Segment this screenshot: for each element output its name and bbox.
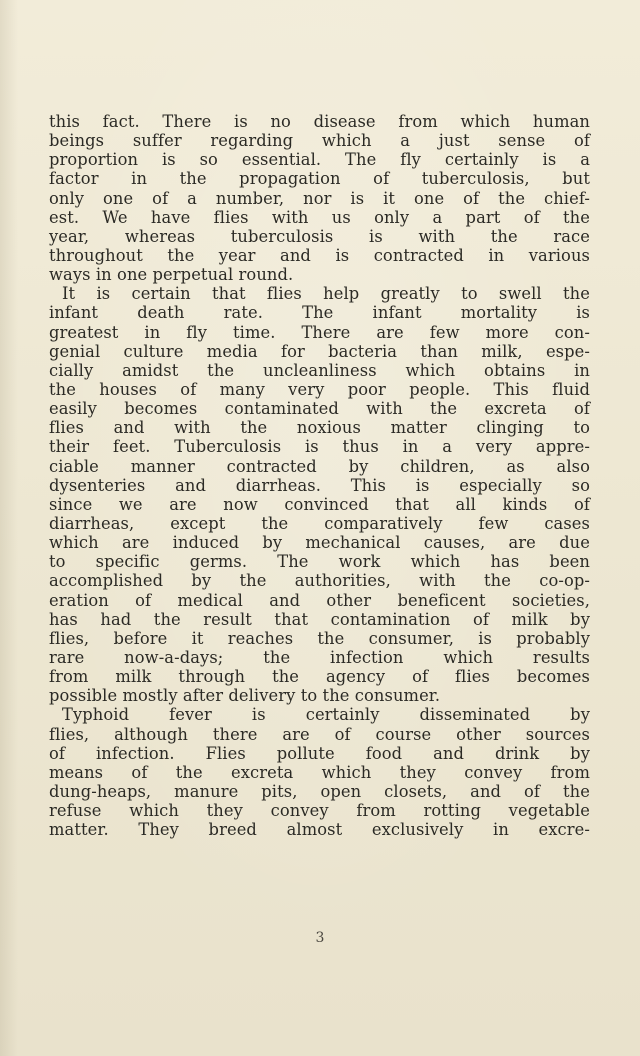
text-line: beings suffer regarding which a just sense of: [49, 131, 590, 151]
text-line: It is certain that flies help greatly to swell the: [62, 284, 590, 304]
text-line: easily becomes contaminated with the excreta of: [49, 399, 590, 419]
text-line: infant death rate. The infant mortality is: [49, 303, 590, 323]
page-number: 3: [315, 930, 325, 946]
text-line: dysenteries and diarrheas. This is especially so: [49, 475, 590, 495]
text-line: Typhoid fever is certainly disseminated by: [62, 705, 590, 725]
text-line: only one of a number, nor is it one of the chief-: [49, 188, 590, 208]
body-text: [49, 112, 590, 839]
text-line: diarrheas, except the comparatively few cases: [49, 513, 590, 533]
text-line: throughout the year and is contracted in various: [49, 245, 590, 265]
text-line: cially amidst the uncleanliness which obtains in: [49, 360, 590, 380]
text-line: eration of medical and other beneficent societies,: [49, 590, 590, 610]
text-line: accomplished by the authorities, with the co-op-: [49, 571, 590, 591]
text-line: genial culture media for bacteria than milk, espe-: [49, 341, 590, 361]
text-line: rare now-a-days; the infection which results: [49, 647, 590, 667]
text-line: greatest in fly time. There are few more con-: [49, 322, 590, 342]
text-line: est. We have flies with us only a part of the: [49, 207, 590, 227]
text-line: of infection. Flies pollute food and drink by: [49, 743, 590, 763]
text-line: flies and with the noxious matter clinging to: [49, 418, 590, 438]
text-line: proportion is so essential. The fly certainly is a: [49, 150, 590, 170]
text-line: flies, before it reaches the consumer, is probably: [49, 628, 590, 648]
text-line: this fact. There is no disease from which human: [49, 112, 590, 131]
text-line: has had the result that contamination of milk by: [49, 609, 590, 629]
text-line: matter. They breed almost exclusively in excre-: [49, 820, 590, 840]
text-line: from milk through the agency of flies becomes: [49, 667, 590, 687]
text-line: year, whereas tuberculosis is with the race: [49, 226, 590, 246]
text-line: dung-heaps, manure pits, open closets, and of the: [49, 781, 590, 801]
text-line: ways in one perpetual round.: [49, 265, 294, 285]
text-line: means of the excreta which they convey from: [49, 762, 590, 782]
text-line: to specific germs. The work which has been: [49, 552, 590, 572]
text-line: refuse which they convey from rotting vegetable: [49, 801, 590, 821]
text-line: possible mostly after delivery to the consumer.: [49, 686, 441, 706]
text-line: the houses of many very poor people. This fluid: [49, 379, 590, 399]
text-line: since we are now convinced that all kinds of: [49, 494, 590, 514]
text-line: which are induced by mechanical causes, are due: [49, 533, 590, 553]
text-line: their feet. Tuberculosis is thus in a very appre-: [49, 437, 590, 457]
text-line: factor in the propagation of tuberculosis, but: [49, 169, 590, 189]
text-line: flies, although there are of course other sources: [49, 724, 590, 744]
text-line: ciable manner contracted by children, as also: [49, 456, 590, 476]
